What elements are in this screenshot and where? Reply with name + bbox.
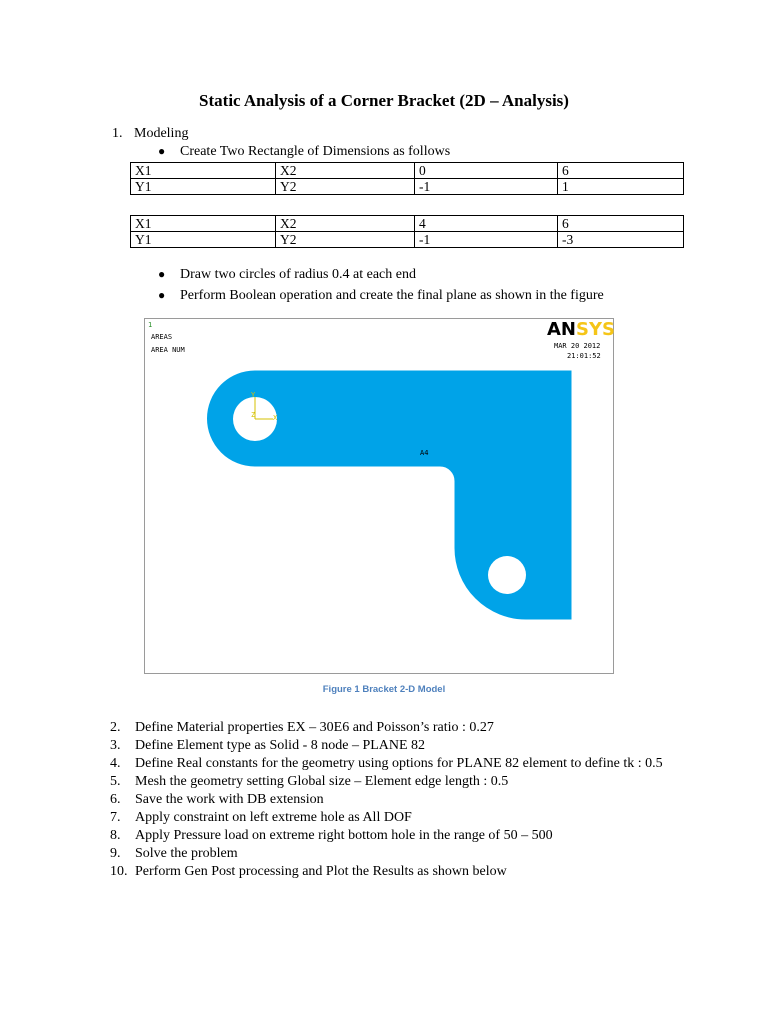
- ansys-logo: [547, 319, 613, 341]
- step-text: Define Real constants for the geometry using options for PLANE 82 element to define tk : 0.5: [135, 756, 663, 771]
- bullet-text: Create Two Rectangle of Dimensions as follows: [180, 144, 451, 159]
- bullet-dot-icon: ●: [158, 288, 166, 302]
- table-row: [131, 232, 684, 248]
- table-cell: X2: [276, 163, 415, 179]
- step-text: Define Material properties EX – 30E6 and Poisson’s ratio : 0.27: [135, 720, 494, 735]
- dimension-table-2: [130, 215, 684, 248]
- step-text: Solve the problem: [135, 846, 238, 861]
- bracket-drawing: [145, 319, 613, 673]
- figure-time: 21:01:52: [567, 352, 601, 360]
- dimension-table-1: [130, 162, 684, 195]
- table-cell: Y2: [276, 179, 415, 195]
- step-text: Perform Gen Post processing and Plot the Results as shown below: [135, 864, 507, 879]
- list-item: [110, 719, 730, 737]
- step-number: 3.: [110, 738, 121, 753]
- step-text: Mesh the geometry setting Global size – Element edge length : 0.5: [135, 774, 509, 789]
- step-number: 10.: [110, 864, 128, 879]
- step-number: 4.: [110, 756, 121, 771]
- table-cell: Y1: [131, 232, 276, 248]
- table-cell: Y1: [131, 179, 276, 195]
- table-cell: -1: [415, 179, 558, 195]
- list-item: [110, 737, 730, 755]
- document-title: Static Analysis of a Corner Bracket (2D – Analysis): [199, 91, 569, 110]
- bullet-item: [158, 144, 450, 160]
- right-hole: [488, 556, 526, 594]
- table-cell: -1: [415, 232, 558, 248]
- bullet-item: [158, 267, 416, 283]
- bullet-dot-icon: ●: [158, 144, 166, 158]
- label-area-num: AREA NUM: [151, 346, 185, 354]
- table-row: [131, 216, 684, 232]
- list-item: [110, 863, 730, 881]
- step-text: Apply constraint on left extreme hole as All DOF: [135, 810, 412, 825]
- section-modeling: [112, 126, 188, 142]
- section-label: Modeling: [134, 126, 189, 141]
- logo-sys: SYS: [576, 319, 615, 340]
- step-number: 9.: [110, 846, 121, 861]
- list-item: [110, 773, 730, 791]
- step-number: 2.: [110, 720, 121, 735]
- step-number: 5.: [110, 774, 121, 789]
- bullet-text: Draw two circles of radius 0.4 at each end: [180, 267, 416, 282]
- table-row: [131, 179, 684, 195]
- list-item: [110, 791, 730, 809]
- table-cell: 6: [558, 163, 684, 179]
- step-text: Define Element type as Solid - 8 node – PLANE 82: [135, 738, 426, 753]
- bullet-item: [158, 288, 604, 304]
- list-item: [110, 845, 730, 863]
- steps-list: [110, 719, 730, 881]
- step-text: Save the work with DB extension: [135, 792, 324, 807]
- step-number: 8.: [110, 828, 121, 843]
- table-cell: 0: [415, 163, 558, 179]
- figure-corner-number: 1: [148, 321, 153, 329]
- table-cell: -3: [558, 232, 684, 248]
- step-number: 6.: [110, 792, 121, 807]
- list-item: [110, 755, 730, 773]
- section-number: 1.: [112, 126, 123, 141]
- table-cell: 6: [558, 216, 684, 232]
- bullet-text: Perform Boolean operation and create the final plane as shown in the figure: [180, 288, 604, 303]
- table-cell: X2: [276, 216, 415, 232]
- figure-caption: Figure 1 Bracket 2-D Model: [322, 684, 446, 695]
- logo-an: AN: [547, 319, 576, 340]
- area-label: A4: [420, 449, 429, 457]
- table-cell: 4: [415, 216, 558, 232]
- table-cell: Y2: [276, 232, 415, 248]
- axis-x-label: X: [273, 414, 278, 422]
- step-text: Apply Pressure load on extreme right bottom hole in the range of 50 – 500: [135, 828, 553, 843]
- bullet-dot-icon: ●: [158, 267, 166, 281]
- table-cell: X1: [131, 163, 276, 179]
- list-item: [110, 809, 730, 827]
- label-areas: AREAS: [151, 333, 173, 341]
- axis-z-label: Z: [251, 411, 256, 419]
- table-cell: 1: [558, 179, 684, 195]
- list-item: [110, 827, 730, 845]
- table-row: [131, 163, 684, 179]
- figure-date: MAR 20 2012: [554, 342, 601, 350]
- axis-y-label: Y: [251, 391, 256, 399]
- table-cell: X1: [131, 216, 276, 232]
- step-number: 7.: [110, 810, 121, 825]
- bracket-figure: [144, 318, 614, 674]
